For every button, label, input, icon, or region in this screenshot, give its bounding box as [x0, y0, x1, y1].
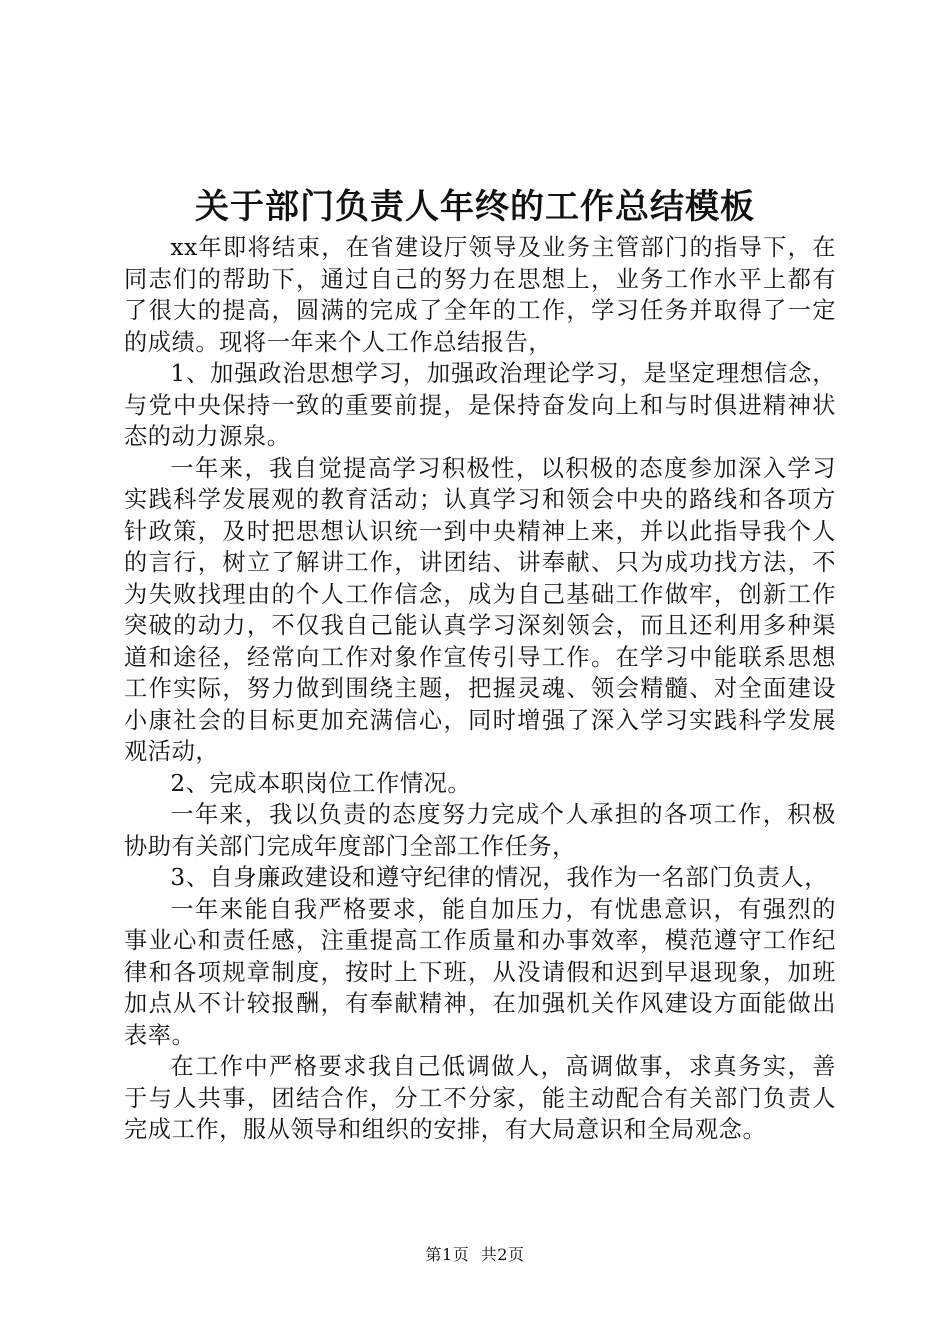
paragraph-intro: xx年即将结束，在省建设厅领导及业务主管部门的指导下，在同志们的帮助下，通过自己的努力在思想上，业务工作水平上都有了很大的提高，圆满的完成了全年的工作，学习任务并取得了一定的成绩。现将一年来个人工作总结报告，: [124, 234, 836, 356]
page-total: 共2页: [480, 1245, 525, 1264]
paragraph-section-1-heading: 1、加强政治思想学习，加强政治理论学习，是坚定理想信念，与党中央保持一致的重要前提，是保持奋发向上和与时俱进精神状态的动力源泉。: [124, 360, 836, 450]
paragraph-duties: 一年来，我以负责的态度努力完成个人承担的各项工作，积极协助有关部门完成年度部门全部工作任务，: [124, 801, 836, 860]
paragraph-study-details: 一年来，我自觉提高学习积极性，以积极的态度参加深入学习实践科学发展观的教育活动；认真学习和领会中央的路线和各项方针政策，及时把思想认识统一到中央精神上来，并以此指导我个人的言行，树立了解讲工作，讲团结、讲奉献、只为成功找方法，不为失败找理由的个人工作信念，成为自己基础工作做牢，创新工作突破的动力，不仅我自己能认真学习深刻领会，而且还利用多种渠道和途径，经常向工作对象作宣传引导工作。在学习中能联系思想工作实际，努力做到围绕主题，把握灵魂、领会精髓、对全面建设小康社会的目标更加充满信心，同时增强了深入学习实践科学发展观活动，: [124, 454, 836, 765]
paragraph-section-3-heading: 3、自身廉政建设和遵守纪律的情况，我作为一名部门负责人，: [170, 864, 829, 891]
paragraph-discipline: 一年来能自我严格要求，能自加压力，有忧患意识，有强烈的事业心和责任感，注重提高工作质量和办事效率，模范遵守工作纪律和各项规章制度，按时上下班，从没请假和迟到早退现象，加班加点从不计较报酬，有奉献精神，在加强机关作风建设方面能做出表率。: [124, 895, 836, 1049]
paragraph-section-2-heading: 2、完成本职岗位工作情况。: [170, 769, 472, 797]
document-title: 关于部门负责人年终的工作总结模板: [195, 187, 755, 227]
page-number: 第1页: [425, 1245, 470, 1264]
paragraph-attitude: 在工作中严格要求我自己低调做人，高调做事，求真务实，善于与人共事，团结合作，分工不分家，能主动配合有关部门负责人完成工作，服从领导和组织的安排，有大局意识和全局观念。: [124, 1053, 836, 1143]
document-body: [124, 232, 836, 1146]
page-footer: [0, 1243, 950, 1267]
